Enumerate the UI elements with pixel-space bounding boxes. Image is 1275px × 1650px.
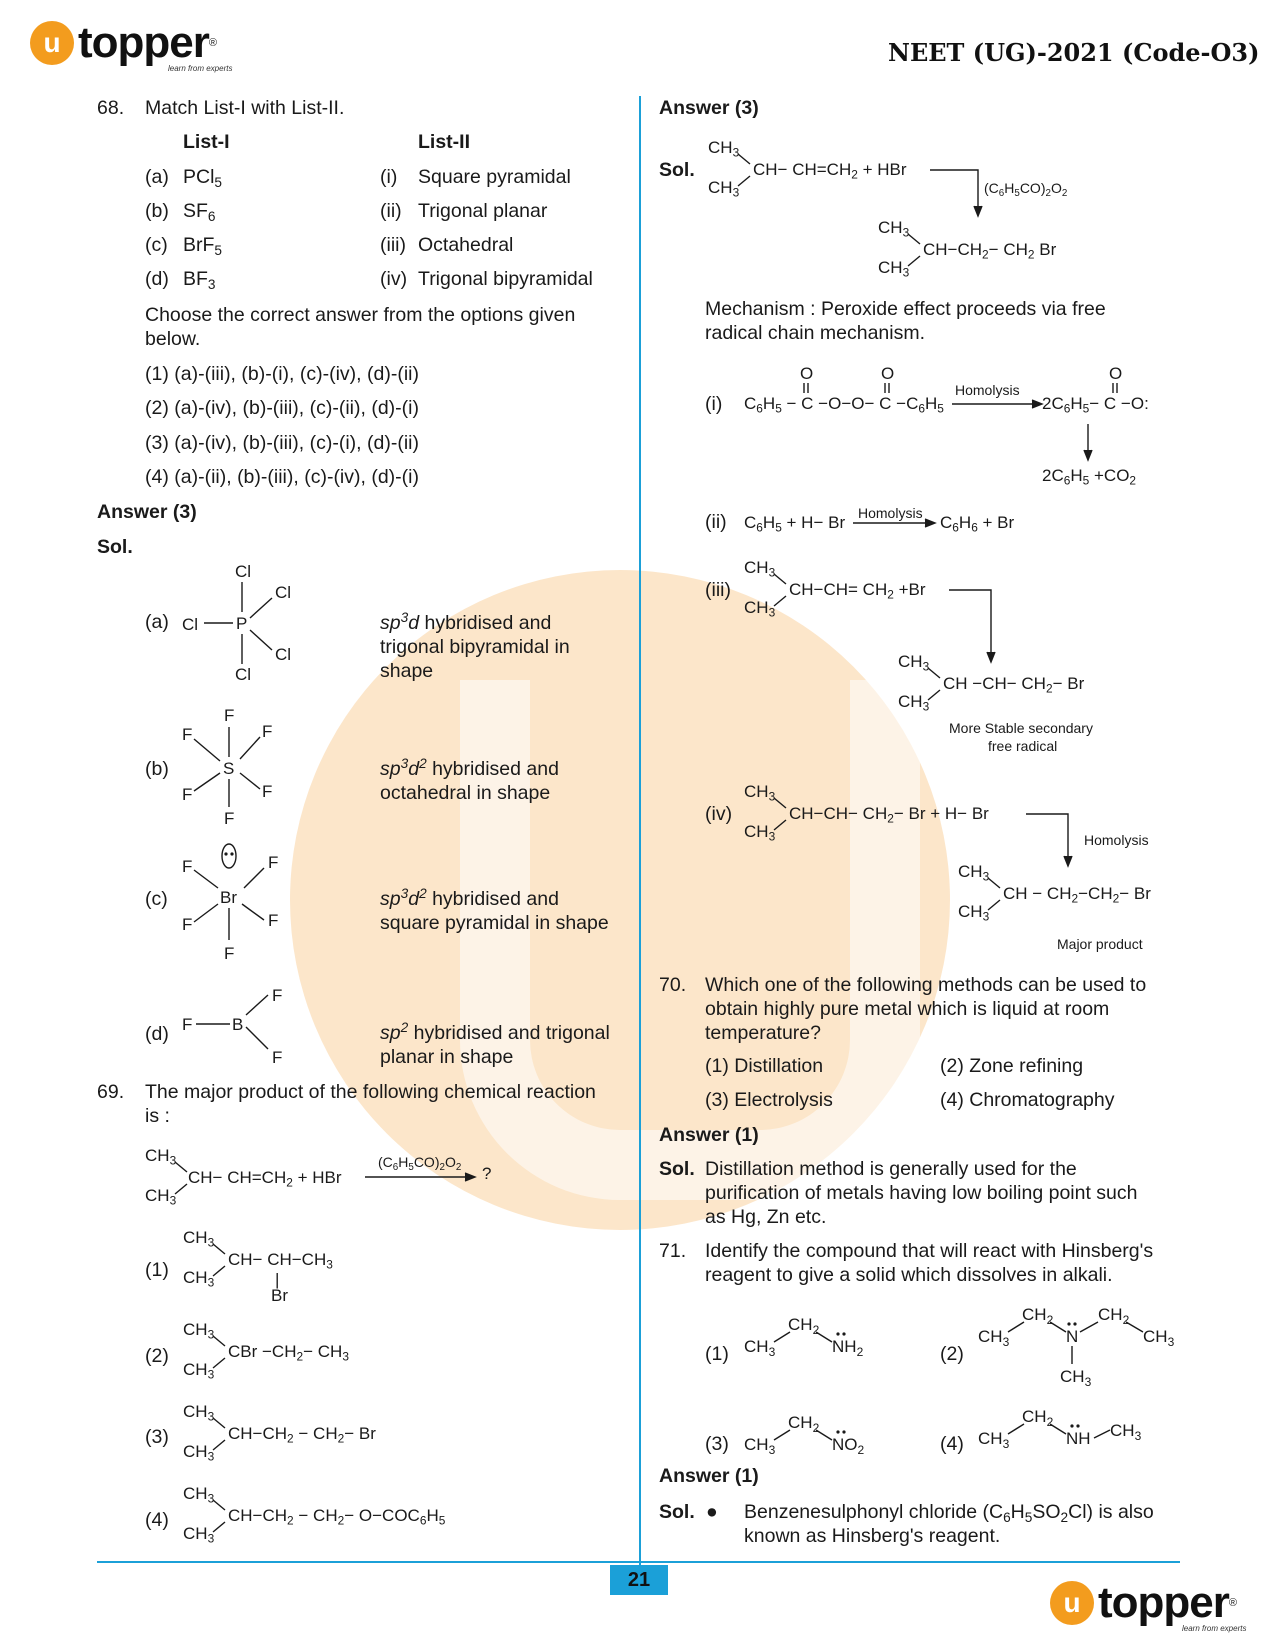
q68-option-2: (2) (a)-(iv), (b)-(iii), (c)-(ii), (d)-(i) xyxy=(145,397,419,419)
q69-text-line1: The major product of the following chemical reaction xyxy=(145,1081,596,1103)
footer-registered-icon: ® xyxy=(1228,1597,1237,1609)
atom-s: S xyxy=(223,759,235,778)
step-ii-reactant: $C_6H_5 + H- Br$ xyxy=(744,513,846,535)
svg-text:CH3: $CH_3$ xyxy=(978,1429,1010,1451)
atom-p: P xyxy=(236,614,248,633)
row-i-label: (i) xyxy=(380,166,398,188)
q71-text-line1: Identify the compound that will react with Hinsberg's xyxy=(705,1240,1154,1262)
q71-opt2-label: (2) xyxy=(940,1343,964,1365)
step-i-down-arrow xyxy=(1080,424,1096,464)
footer-logo-badge-icon: u xyxy=(1050,1581,1094,1625)
exam-title: NEET (UG)-2021 (Code-O3) xyxy=(888,38,1260,67)
q68-text: Match List-I with List-II. xyxy=(145,97,345,119)
q69-opt2-label: (2) xyxy=(145,1345,169,1367)
atom-f-bottom: F xyxy=(224,944,235,963)
q71-opt3-label: (3) xyxy=(705,1433,729,1455)
registered-icon: ® xyxy=(208,37,217,49)
step-i-carbonyls xyxy=(795,365,915,395)
atom-f-top: F xyxy=(224,706,235,725)
q69-opt2-structure: $CH_3$ CBr $-CH_2- CH_3$ $CH_3$ xyxy=(183,1320,349,1382)
q70-answer: Answer (1) xyxy=(659,1124,759,1146)
step-ii-product: $C_6H_6 + Br$ xyxy=(940,513,1015,535)
svg-text:NH2: $NH_2$ xyxy=(832,1337,864,1359)
sol-a-desc-line3: shape xyxy=(380,660,434,682)
step-ii-arrow xyxy=(853,517,943,529)
row-b-label: (b) xyxy=(145,200,169,222)
svg-text:CH3: $CH_3$ xyxy=(744,1435,776,1457)
step-ii-label: (ii) xyxy=(705,511,727,533)
q68-answer: Answer (3) xyxy=(97,501,197,523)
step-iii-label: (iii) xyxy=(705,579,731,601)
q71-opt4-label: (4) xyxy=(940,1433,964,1455)
sol-d-desc-line2: planar in shape xyxy=(380,1046,514,1068)
list1-heading: List-I xyxy=(183,131,230,153)
sol-a-label: (a) xyxy=(145,611,169,633)
q70-option-4: (4) Chromatography xyxy=(940,1089,1115,1111)
q70-text-line2: obtain highly pure metal which is liquid at room xyxy=(705,998,1110,1020)
step-i-product2: $2C_6H_5 +CO_2$ xyxy=(1042,466,1137,488)
svg-text:CH2: $CH_2$ xyxy=(1022,1407,1054,1429)
q68-sol-label: Sol. xyxy=(97,536,133,558)
stable-note-line1: More Stable secondary xyxy=(949,720,1093,736)
svg-text:CH2: $CH_2$ xyxy=(1022,1305,1054,1327)
atom-cl-top: Cl xyxy=(235,562,252,581)
svg-text:CH2: $CH_2$ xyxy=(1098,1305,1130,1327)
q69-opt4-structure: $CH_3$ $CH-CH_2 - CH_2- O-COC_6H_5$ $CH_3$ xyxy=(183,1484,446,1546)
q68-option-4: (4) (a)-(ii), (b)-(iii), (c)-(iv), (d)-(i) xyxy=(145,466,419,488)
q70-option-1: (1) Distillation xyxy=(705,1055,824,1077)
atom-f-ur: F xyxy=(262,722,273,741)
row-iii-value: Octahedral xyxy=(418,234,514,256)
row-c-value: BrF$_5$ xyxy=(183,234,223,259)
atom-f-top: F xyxy=(272,986,283,1005)
q71-text-line2: reagent to give a solid which dissolves in alkali. xyxy=(705,1264,1113,1286)
sol-b-desc-line2: octahedral in shape xyxy=(380,782,551,804)
q68-number: 68. xyxy=(97,97,125,119)
svg-text:N: N xyxy=(1066,1327,1079,1346)
q70-text-line3: temperature? xyxy=(705,1022,821,1044)
row-iii-label: (iii) xyxy=(380,234,406,256)
svg-text:NO2: $NO_2$ xyxy=(832,1435,865,1457)
q71-opt2-structure xyxy=(978,1300,1178,1390)
svg-text:CH3: $CH_3$ xyxy=(1143,1327,1175,1349)
q68-choose-line1: Choose the correct answer from the options given xyxy=(145,304,576,326)
step-i-reactant: $C_6H_5 - C -O-O- C -C_6H_5$ xyxy=(744,394,944,416)
q71-answer: Answer (1) xyxy=(659,1465,759,1487)
svg-text:CH2: $CH_2$ xyxy=(788,1315,820,1337)
atom-f-ll: F xyxy=(182,785,193,804)
q71-opt1-label: (1) xyxy=(705,1343,729,1365)
atom-f-bottom: F xyxy=(224,809,235,828)
atom-f-bottom: F xyxy=(272,1048,283,1067)
svg-text:CH3: $CH_3$ xyxy=(1060,1367,1092,1389)
page-number: 21 xyxy=(610,1565,668,1595)
atom-f-left: F xyxy=(182,1015,193,1034)
footer-logo xyxy=(1050,1578,1237,1628)
atom-b: B xyxy=(232,1015,244,1034)
atom-f-ul: F xyxy=(182,857,193,876)
q69-text-line2: is : xyxy=(145,1105,170,1127)
mechanism-line2: radical chain mechanism. xyxy=(705,322,926,344)
mechanism-line1: Mechanism : Peroxide effect proceeds via free xyxy=(705,298,1106,320)
topper-logo xyxy=(30,18,217,68)
q69-reaction: $CH_3$ $CH- CH=CH_2$ + HBr $CH_3$ $(C_6H_5CO)_2O_2$ ? xyxy=(145,1146,492,1208)
step-i-arrow xyxy=(952,398,1052,410)
row-c-label: (c) xyxy=(145,234,168,256)
atom-f-ll: F xyxy=(182,915,193,934)
atom-cl-bottom: Cl xyxy=(235,665,252,684)
q71-opt1-structure xyxy=(744,1310,884,1360)
q70-sol-label: Sol. xyxy=(659,1158,695,1180)
sol-c-desc-line2: square pyramidal in shape xyxy=(380,912,609,934)
footer-logo-text: topper xyxy=(1098,1578,1229,1627)
q68-option-3: (3) (a)-(iv), (b)-(iii), (c)-(i), (d)-(ii) xyxy=(145,432,419,454)
atom-br: Br xyxy=(220,888,237,907)
q70-option-3: (3) Electrolysis xyxy=(705,1089,833,1111)
step-iii-reactant: $CH_3$ $CH-CH= CH_2 +Br$ $CH_3$ xyxy=(744,558,775,578)
sol-c-label: (c) xyxy=(145,888,168,910)
svg-text:CH3: $CH_3$ xyxy=(1110,1421,1142,1443)
q71-sol-line1: Benzenesulphonyl chloride $(C_6H_5SO_2Cl)$ is also xyxy=(744,1501,1154,1526)
brf5-structure xyxy=(180,840,290,963)
svg-text:O: O xyxy=(881,364,895,383)
logo-badge-icon: u xyxy=(30,21,74,65)
q69-opt1-structure: $CH_3$ $CH- CH-CH_3$ $CH_3$ | Br xyxy=(183,1228,333,1305)
q69-number: 69. xyxy=(97,1081,125,1103)
q71-sol-label: Sol. xyxy=(659,1501,695,1523)
q69-opt1-label: (1) xyxy=(145,1259,169,1281)
step-iii-product: $CH_3$ CH $-CH- CH_2- Br$ $CH_3$ xyxy=(898,652,1085,714)
pcl5-structure xyxy=(180,560,300,684)
atom-cl-left: Cl xyxy=(182,615,199,634)
q70-sol-line1: Distillation method is generally used for the xyxy=(705,1158,1077,1180)
sf6-structure xyxy=(180,705,290,828)
bf3-structure xyxy=(180,985,290,1065)
atom-f-ur: F xyxy=(268,853,279,872)
q68-choose-line2: below. xyxy=(145,328,201,350)
atom-f-lr: F xyxy=(268,911,279,930)
sol-d-label: (d) xyxy=(145,1023,169,1045)
row-b-value: $SF_6$ xyxy=(183,200,216,225)
q70-option-2: (2) Zone refining xyxy=(940,1055,1084,1077)
q69-sol-label: Sol. xyxy=(659,159,695,181)
atom-f-ul: F xyxy=(182,725,193,744)
sol-c-desc-line1: $sp^3d^2$ hybridised and xyxy=(380,886,559,910)
step-iv-label: (iv) xyxy=(705,803,733,825)
list2-heading: List-II xyxy=(418,131,470,153)
major-product-note: Major product xyxy=(1057,936,1143,952)
bullet-icon: ● xyxy=(706,1501,718,1523)
q71-opt3-structure xyxy=(744,1408,884,1458)
footer-line xyxy=(97,1561,1180,1563)
row-ii-label: (ii) xyxy=(380,200,402,222)
svg-text:NH: NH xyxy=(1066,1429,1091,1448)
q71-number: 71. xyxy=(659,1240,687,1262)
atom-f-lr: F xyxy=(262,782,273,801)
q70-text-line1: Which one of the following methods can be used to xyxy=(705,974,1147,996)
svg-text:CH3: $CH_3$ xyxy=(744,1337,776,1359)
sol-d-desc-line1: $sp^2$ hybridised and trigonal xyxy=(380,1020,610,1044)
lone-pair-icon xyxy=(222,844,236,868)
sol-a-desc-line2: trigonal bipyramidal in xyxy=(380,636,570,658)
q70-sol-line2: purification of metals having low boiling point such xyxy=(705,1182,1138,1204)
step-ii-homolysis: Homolysis xyxy=(858,505,923,521)
logo-text: topper xyxy=(78,18,209,67)
step-i-product: $2C_6H_5- C -O$: xyxy=(1042,394,1149,416)
step-i-label: (i) xyxy=(705,393,723,415)
sol-b-desc-line1: $sp^3d^2$ hybridised and xyxy=(380,756,559,780)
q71-opt4-structure xyxy=(978,1402,1158,1452)
svg-text:CH2: $CH_2$ xyxy=(788,1413,820,1435)
q69-opt3-structure: $CH_3$ $CH-CH_2 - CH_2- Br$ $CH_3$ xyxy=(183,1402,376,1464)
q69-opt3-label: (3) xyxy=(145,1426,169,1448)
q69-answer: Answer (3) xyxy=(659,97,759,119)
q71-sol-line2: known as Hinsberg's reagent. xyxy=(744,1525,1001,1547)
row-a-value: PCl$_5$ xyxy=(183,166,223,191)
step-iv-reactant: $CH_3$ $CH-CH- CH_2- Br + H- Br$ $CH_3$ xyxy=(744,782,775,802)
row-d-value: $BF_3$ xyxy=(183,268,216,293)
row-i-value: Square pyramidal xyxy=(418,166,571,188)
sol-b-label: (b) xyxy=(145,758,169,780)
sol-product: $CH_3$ $CH-CH_2- CH_2$ Br $CH_3$ xyxy=(878,218,1057,280)
q70-sol-line3: as Hg, Zn etc. xyxy=(705,1206,827,1228)
logo-tagline: learn from experts xyxy=(168,64,233,73)
svg-text:O: O xyxy=(1109,364,1123,383)
step-iv-product: $CH_3$ CH − $CH_2-CH_2- Br$ $CH_3$ xyxy=(958,862,1151,924)
row-ii-value: Trigonal planar xyxy=(418,200,548,222)
stable-note-line2: free radical xyxy=(988,738,1058,754)
sol-reaction: $CH_3$ $CH- CH=CH_2$ + HBr $CH_3$ $(C_6H_5CO)_2O_2$ xyxy=(708,138,739,158)
row-iv-value: Trigonal bipyramidal xyxy=(418,268,593,290)
svg-text:CH3: $CH_3$ xyxy=(978,1327,1010,1349)
sol-a-desc-line1: $sp^3d$ hybridised and xyxy=(380,610,552,634)
row-iv-label: (iv) xyxy=(380,268,408,290)
column-divider xyxy=(639,96,641,1566)
q68-option-1: (1) (a)-(iii), (b)-(i), (c)-(iv), (d)-(ii) xyxy=(145,363,419,385)
atom-cl-ur: Cl xyxy=(275,583,292,602)
step-i-homolysis: Homolysis xyxy=(955,382,1020,398)
step-iv-homolysis: Homolysis xyxy=(1084,832,1149,848)
row-a-label: (a) xyxy=(145,166,169,188)
atom-cl-lr: Cl xyxy=(275,645,292,664)
row-d-label: (d) xyxy=(145,268,169,290)
q69-opt4-label: (4) xyxy=(145,1509,169,1531)
footer-logo-tagline: learn from experts xyxy=(1182,1624,1247,1633)
svg-text:O: O xyxy=(800,364,814,383)
q70-number: 70. xyxy=(659,974,687,996)
